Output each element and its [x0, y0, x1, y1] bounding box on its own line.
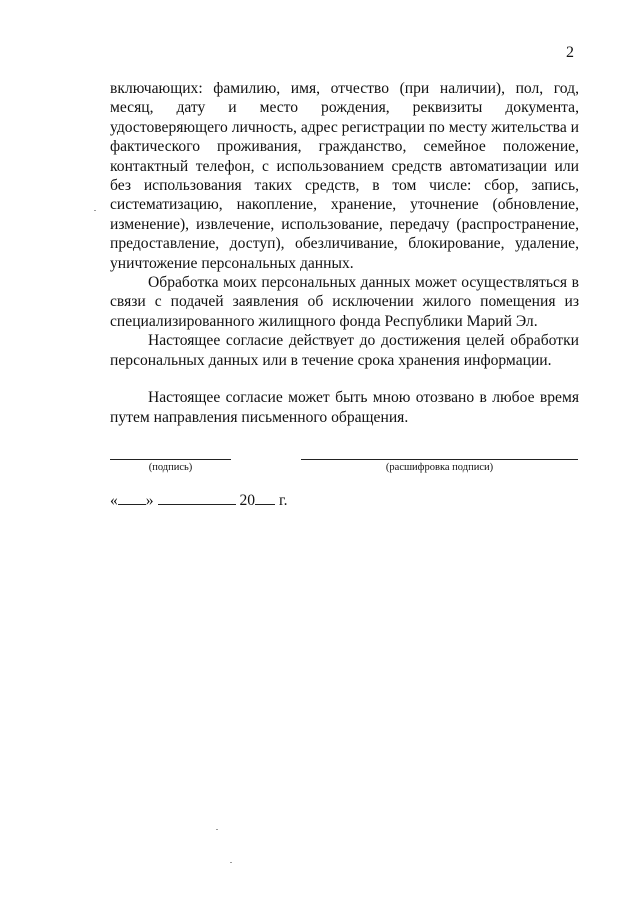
date-line [110, 490, 288, 510]
signature-caption: (подпись) [148, 462, 193, 473]
date-close-quote: » [145, 492, 154, 509]
scan-speck [230, 862, 232, 863]
signature-transcript-line[interactable] [301, 459, 578, 460]
signature-line[interactable] [110, 459, 231, 460]
date-day-blank[interactable] [118, 490, 146, 505]
date-month-blank[interactable] [158, 490, 236, 505]
date-year-prefix: 20 [239, 492, 256, 509]
paragraph-processing-purpose: Обработка моих персональных данных может осуществляться в связи с подачей заявления об исключении жилого помещения из специализированного жилищного фонда Республики Марий Эл. [110, 274, 579, 330]
date-open-quote: « [110, 492, 118, 509]
date-year-suffix: г. [279, 492, 288, 509]
scan-speck [216, 829, 218, 830]
paragraph-personal-data-list: включающих: фамилию, имя, отчество (при наличии), пол, год, месяц, дату и место рождения, реквизиты документа, удостоверяющего личность, адрес регистрации по месту жительства и фактического проживания, гражданство, семейное положение, контактный телефон, с использованием средств автоматизации или без использования таких средств, в том числе: сбор, запись, систематизацию, накопление, хранение, уточнение (обновление, изменение), извлечение, использование, передачу (распространение, предоставление, доступ), обезличивание, блокирование, удаление, уничтожение персональных данных. [110, 80, 579, 272]
scan-speck [94, 210, 96, 211]
page-number: 2 [566, 44, 574, 61]
document-body [110, 79, 579, 427]
date-year-blank[interactable] [255, 490, 275, 505]
paragraph-consent-revocation: Настоящее согласие может быть мною отозвано в любое время путем направления письменного обращения. [110, 389, 579, 426]
signature-transcript-caption: (расшифровка подписи) [385, 462, 494, 473]
paragraph-consent-duration: Настоящее согласие действует до достижения целей обработки персональных данных или в течение срока хранения информации. [110, 332, 579, 369]
